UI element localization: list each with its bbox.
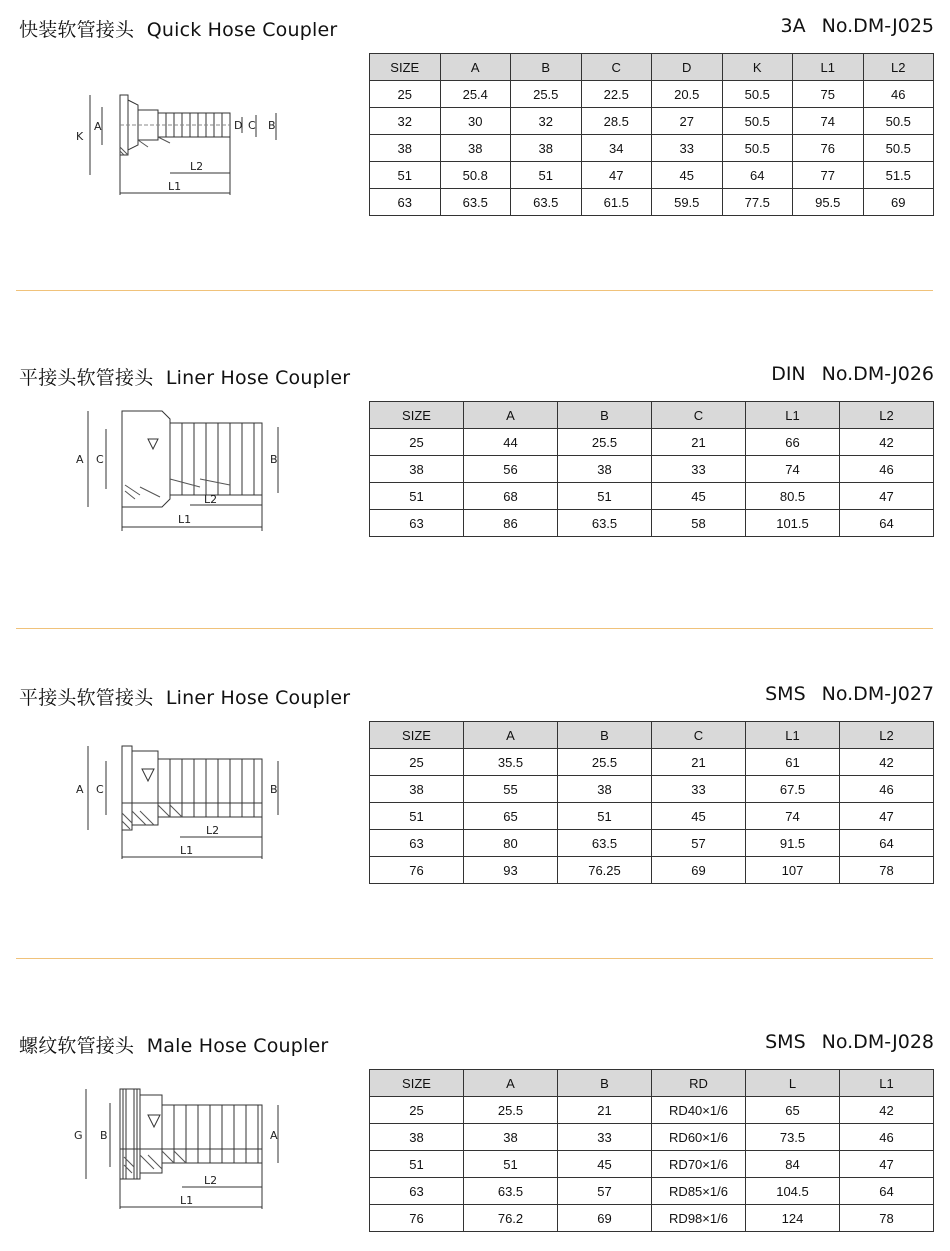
table-header-cell: B [558,1070,652,1097]
section-title [19,15,337,42]
table-cell: 47 [581,162,652,189]
table-cell: RD60×1/6 [652,1124,746,1151]
table-row [370,456,934,483]
table-cell: 74 [793,108,864,135]
table-row [370,749,934,776]
table-cell: 61.5 [581,189,652,216]
table-cell: RD98×1/6 [652,1205,746,1232]
table-cell: 21 [652,749,746,776]
table-cell: 76.25 [558,857,652,884]
table-header-cell: K [722,54,793,81]
table-cell: 64 [840,510,934,537]
table-header-cell: L1 [793,54,864,81]
table-cell: 22.5 [581,81,652,108]
dim-label-c: C [96,783,104,796]
dim-label-l1: L1 [168,180,182,193]
table-cell: 104.5 [746,1178,840,1205]
table-cell: 38 [370,456,464,483]
table-cell: 34 [581,135,652,162]
table-cell: 74 [746,803,840,830]
table-cell: 69 [558,1205,652,1232]
table-cell: 80.5 [746,483,840,510]
coupler-diagram-j026 [70,403,300,533]
standard-label: SMS [765,683,806,705]
table-row [370,1205,934,1232]
table-header-row [370,1070,934,1097]
table-row [370,510,934,537]
table-cell: 21 [558,1097,652,1124]
table-header-cell: SIZE [370,1070,464,1097]
table-cell: 25 [370,1097,464,1124]
product-number: No.DM-J025 [821,15,934,37]
table-cell: 50.5 [863,135,934,162]
table-row [370,429,934,456]
table-cell: 25 [370,749,464,776]
table-cell: 38 [370,135,441,162]
dim-label-l2: L2 [206,824,220,837]
title-cn: 快装软管接头 [19,19,135,41]
table-cell: 64 [840,830,934,857]
table-cell: 75 [793,81,864,108]
product-code [765,1031,934,1053]
dim-label-a: A [76,783,84,796]
table-cell: 28.5 [581,108,652,135]
table-cell: 63.5 [558,830,652,857]
table-header-cell: SIZE [370,54,441,81]
spec-table-j028 [369,1069,934,1232]
table-cell: 76 [370,857,464,884]
table-cell: RD85×1/6 [652,1178,746,1205]
table-cell: 76 [793,135,864,162]
section-title [19,683,350,710]
table-cell: 78 [840,857,934,884]
product-code [765,683,934,705]
title-en: Male Hose Coupler [146,1035,329,1057]
table-header-cell: RD [652,1070,746,1097]
table-header-cell: L1 [746,402,840,429]
table-row [370,803,934,830]
standard-label: DIN [771,363,806,385]
dim-label-l1: L1 [178,513,192,526]
table-header-cell: C [652,722,746,749]
table-cell: 93 [464,857,558,884]
table-cell: 51 [370,483,464,510]
spec-table-j025 [369,53,934,216]
table-header-cell: B [511,54,582,81]
table-header-cell: SIZE [370,402,464,429]
table-cell: 95.5 [793,189,864,216]
table-header-cell: SIZE [370,722,464,749]
table-cell: 59.5 [652,189,723,216]
table-cell: 45 [652,483,746,510]
table-header-cell: A [464,402,558,429]
table-cell: 107 [746,857,840,884]
table-cell: 38 [440,135,511,162]
table-cell: 63.5 [464,1178,558,1205]
dim-label-d: D [234,119,243,132]
table-cell: 25.5 [558,749,652,776]
dim-label-c: C [248,119,256,132]
table-cell: 68 [464,483,558,510]
title-en: Liner Hose Coupler [165,367,351,389]
section-divider [16,628,933,629]
section-divider [16,290,933,291]
section-divider [16,958,933,959]
coupler-diagram-j025 [70,85,300,195]
table-cell: 57 [652,830,746,857]
table-cell: 63 [370,830,464,857]
spec-table-j026 [369,401,934,537]
table-cell: 46 [840,776,934,803]
table-header-cell: L1 [746,722,840,749]
table-cell: 50.5 [722,81,793,108]
table-cell: 46 [840,456,934,483]
table-cell: 101.5 [746,510,840,537]
table-cell: 38 [464,1124,558,1151]
table-cell: 25.5 [464,1097,558,1124]
table-cell: 38 [370,1124,464,1151]
table-cell: 69 [652,857,746,884]
table-cell: 50.5 [863,108,934,135]
table-cell: 69 [863,189,934,216]
table-cell: 33 [558,1124,652,1151]
table-cell: 32 [511,108,582,135]
table-cell: 45 [558,1151,652,1178]
product-number: No.DM-J026 [821,363,934,385]
table-row [370,108,934,135]
standard-label: SMS [765,1031,806,1053]
table-cell: 51.5 [863,162,934,189]
title-en: Liner Hose Coupler [165,687,351,709]
dim-label-b: B [270,783,278,796]
table-cell: 25.5 [511,81,582,108]
table-row [370,162,934,189]
table-cell: 42 [840,429,934,456]
table-cell: 63.5 [558,510,652,537]
table-cell: 46 [840,1124,934,1151]
table-cell: 64 [722,162,793,189]
table-cell: 33 [652,456,746,483]
table-cell: 27 [652,108,723,135]
table-cell: 35.5 [464,749,558,776]
table-cell: 45 [652,803,746,830]
table-cell: 25 [370,81,441,108]
table-cell: 47 [840,483,934,510]
table-cell: 50.8 [440,162,511,189]
table-cell: 124 [746,1205,840,1232]
table-cell: 21 [652,429,746,456]
table-header-cell: C [652,402,746,429]
table-cell: 33 [652,135,723,162]
table-cell: 38 [370,776,464,803]
table-cell: 50.5 [722,108,793,135]
table-cell: 67.5 [746,776,840,803]
dim-label-b: B [270,453,278,466]
table-cell: 91.5 [746,830,840,857]
table-header-cell: A [464,722,558,749]
table-cell: 56 [464,456,558,483]
table-cell: RD40×1/6 [652,1097,746,1124]
table-cell: 64 [840,1178,934,1205]
coupler-diagram-j028 [70,1085,300,1213]
dim-label-a: A [270,1129,278,1142]
product-number: No.DM-J027 [821,683,934,705]
title-cn: 螺纹软管接头 [19,1035,135,1057]
table-cell: 32 [370,108,441,135]
dim-label-b: B [268,119,276,132]
standard-label: 3A [780,15,806,37]
coupler-diagram-j027 [70,741,300,861]
table-header-row [370,722,934,749]
table-cell: 51 [464,1151,558,1178]
table-cell: 51 [370,803,464,830]
dim-label-l1: L1 [180,844,194,857]
table-cell: 63 [370,510,464,537]
table-cell: 46 [863,81,934,108]
table-row [370,830,934,857]
table-cell: 38 [558,456,652,483]
table-row [370,189,934,216]
table-row [370,1097,934,1124]
title-cn: 平接头软管接头 [19,367,154,389]
table-cell: 63 [370,1178,464,1205]
table-cell: 61 [746,749,840,776]
table-row [370,776,934,803]
dim-label-a: A [76,453,84,466]
table-header-cell: L2 [863,54,934,81]
table-cell: 55 [464,776,558,803]
table-row [370,1151,934,1178]
table-cell: 63 [370,189,441,216]
dim-label-b: B [100,1129,108,1142]
table-cell: 80 [464,830,558,857]
dim-label-g: G [74,1129,83,1142]
table-cell: 65 [464,803,558,830]
table-cell: 45 [652,162,723,189]
table-cell: 33 [652,776,746,803]
table-cell: 58 [652,510,746,537]
product-number: No.DM-J028 [821,1031,934,1053]
section-title [19,363,350,390]
table-cell: 65 [746,1097,840,1124]
table-cell: 78 [840,1205,934,1232]
table-row [370,483,934,510]
table-cell: 84 [746,1151,840,1178]
table-header-cell: L2 [840,402,934,429]
section-title [19,1031,328,1058]
table-cell: 25.5 [558,429,652,456]
table-header-cell: D [652,54,723,81]
table-cell: 50.5 [722,135,793,162]
dim-label-l2: L2 [204,493,218,506]
dim-label-k: K [76,130,84,143]
table-cell: 51 [558,803,652,830]
table-cell: 63.5 [440,189,511,216]
dim-label-c: C [96,453,104,466]
table-cell: 44 [464,429,558,456]
table-cell: 74 [746,456,840,483]
dim-label-l2: L2 [190,160,204,173]
table-row [370,1124,934,1151]
table-cell: 47 [840,803,934,830]
table-header-cell: B [558,722,652,749]
table-cell: 25 [370,429,464,456]
table-cell: 30 [440,108,511,135]
table-cell: 76.2 [464,1205,558,1232]
dim-label-l2: L2 [204,1174,218,1187]
table-header-cell: A [440,54,511,81]
table-cell: 76 [370,1205,464,1232]
table-cell: 20.5 [652,81,723,108]
product-code [771,363,934,385]
table-cell: 77.5 [722,189,793,216]
table-header-row [370,54,934,81]
table-cell: 51 [511,162,582,189]
table-cell: 86 [464,510,558,537]
product-code [781,15,934,37]
table-cell: 66 [746,429,840,456]
title-cn: 平接头软管接头 [19,687,154,709]
dim-label-a: A [94,120,102,133]
table-cell: 51 [558,483,652,510]
table-cell: 38 [558,776,652,803]
table-row [370,81,934,108]
table-header-cell: A [464,1070,558,1097]
spec-table-j027 [369,721,934,884]
table-header-cell: L2 [840,722,934,749]
table-header-cell: L [746,1070,840,1097]
table-cell: RD70×1/6 [652,1151,746,1178]
table-cell: 42 [840,1097,934,1124]
dim-label-l1: L1 [180,1194,194,1207]
title-en: Quick Hose Coupler [146,19,338,41]
table-cell: 77 [793,162,864,189]
table-cell: 51 [370,162,441,189]
table-cell: 42 [840,749,934,776]
table-header-cell: C [581,54,652,81]
table-row [370,135,934,162]
table-cell: 57 [558,1178,652,1205]
table-cell: 25.4 [440,81,511,108]
table-cell: 73.5 [746,1124,840,1151]
table-header-cell: L1 [840,1070,934,1097]
table-row [370,857,934,884]
table-cell: 47 [840,1151,934,1178]
table-header-row [370,402,934,429]
table-cell: 38 [511,135,582,162]
table-cell: 51 [370,1151,464,1178]
table-cell: 63.5 [511,189,582,216]
table-row [370,1178,934,1205]
table-header-cell: B [558,402,652,429]
